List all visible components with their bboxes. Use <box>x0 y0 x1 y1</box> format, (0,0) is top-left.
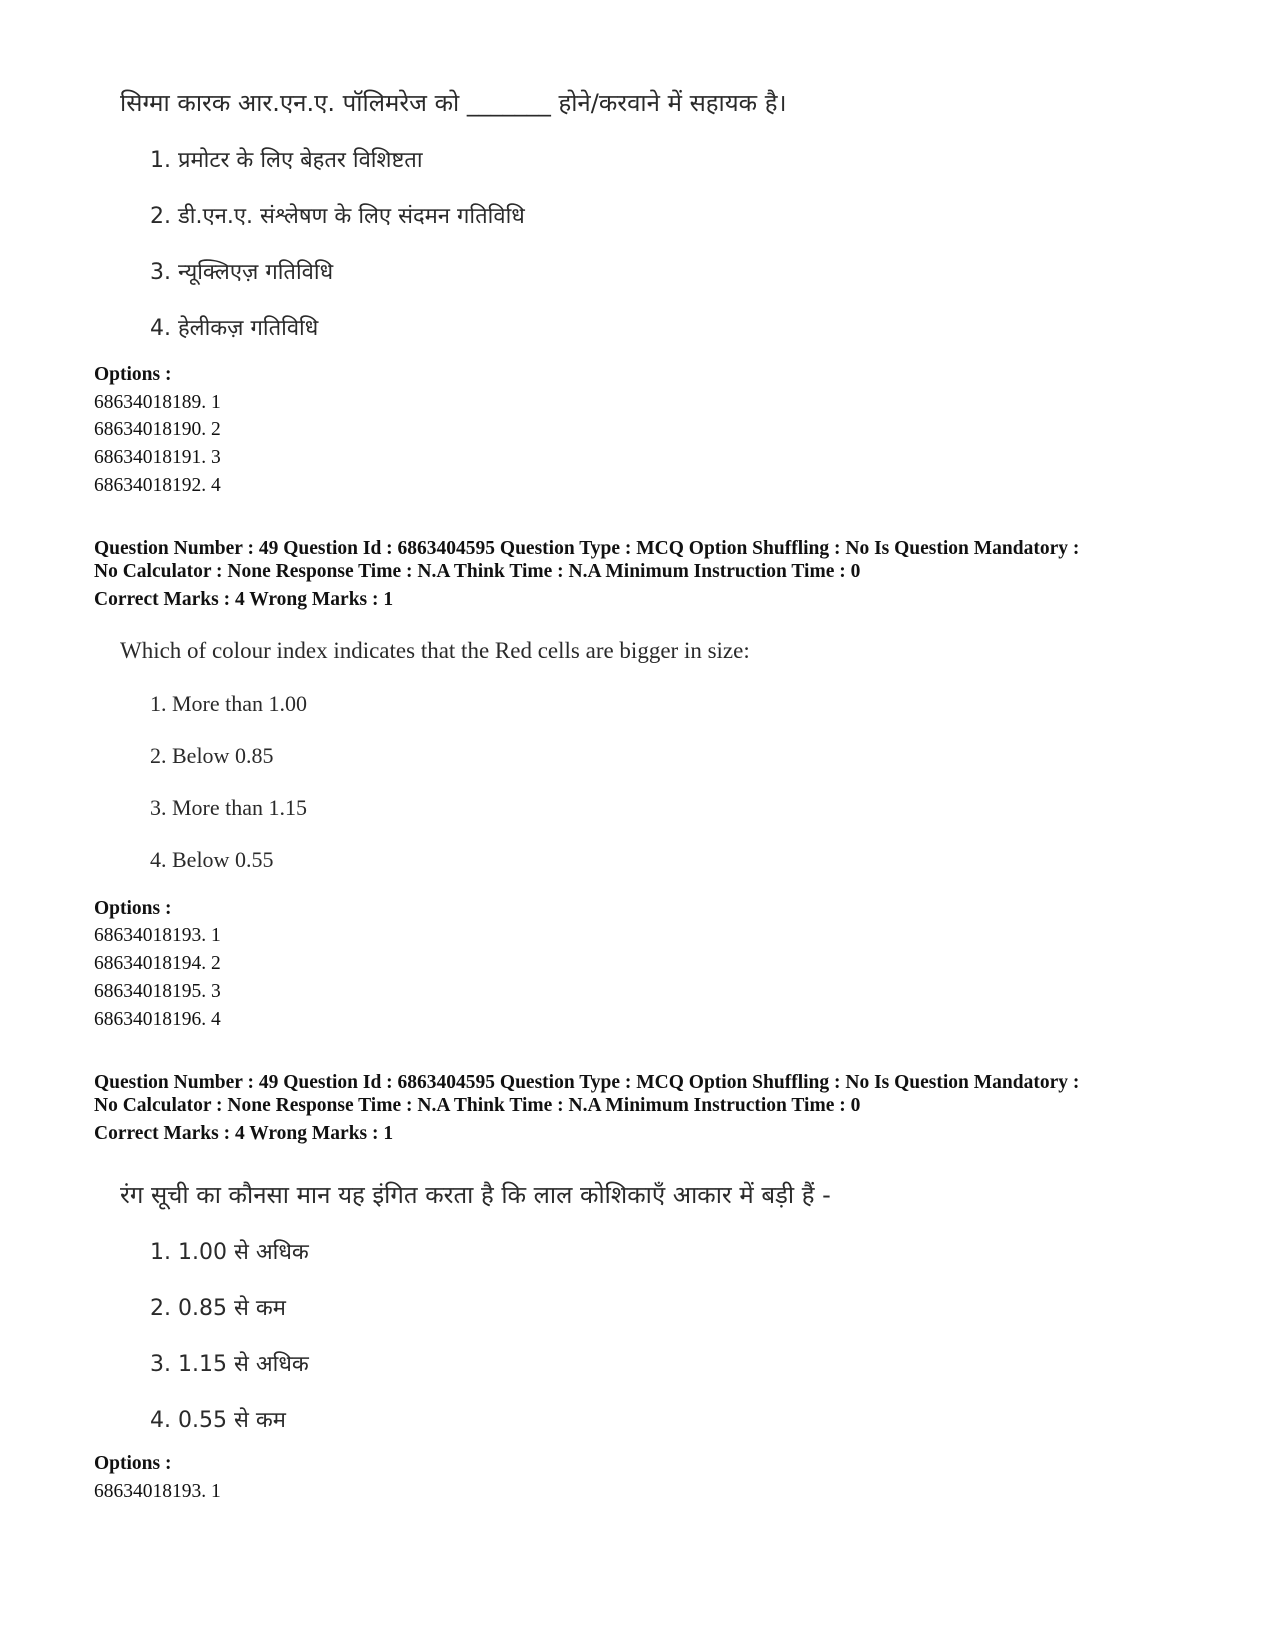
question-choice-3: 3. न्यूक्लिएज़ गतिविधि <box>150 260 334 285</box>
question-stem-hindi-1: सिग्मा कारक आर.एन.ए. पॉलिमरेज को _______ होने/करवाने में सहायक है। <box>120 89 787 117</box>
question-meta-line-1: Question Number : 49 Question Id : 6863404595 Question Type : MCQ Option Shuffling : No Is Question Mandatory : <box>94 1072 1080 1093</box>
question-choice-1: 1. More than 1.00 <box>150 691 308 716</box>
option-id-line: 68634018194. 2 <box>94 953 221 974</box>
question-stem-english: Which of colour index indicates that the Red cells are bigger in size: <box>120 638 750 663</box>
option-id-line: 68634018191. 3 <box>94 447 221 468</box>
option-id-line: 68634018193. 1 <box>94 925 221 946</box>
option-id-line: 68634018192. 4 <box>94 475 221 496</box>
question-meta-line-2: No Calculator : None Response Time : N.A Think Time : N.A Minimum Instruction Time : 0 <box>94 561 861 582</box>
question-choice-1: 1. 1.00 से अधिक <box>150 1240 309 1265</box>
question-choice-2: 2. 0.85 से कम <box>150 1296 286 1321</box>
question-choice-4: 4. 0.55 से कम <box>150 1408 286 1433</box>
question-meta-line-2: No Calculator : None Response Time : N.A Think Time : N.A Minimum Instruction Time : 0 <box>94 1095 861 1116</box>
question-choice-3: 3. 1.15 से अधिक <box>150 1352 309 1377</box>
question-stem-hindi-2: रंग सूची का कौनसा मान यह इंगित करता है कि लाल कोशिकाएँ आकार में बड़ी हैं - <box>120 1181 831 1209</box>
question-choice-1: 1. प्रमोटर के लिए बेहतर विशिष्टता <box>150 148 423 173</box>
option-id-line: 68634018189. 1 <box>94 392 221 413</box>
question-choice-2: 2. Below 0.85 <box>150 743 274 768</box>
question-marks: Correct Marks : 4 Wrong Marks : 1 <box>94 1123 394 1144</box>
options-label: Options : <box>94 898 172 919</box>
question-choice-4: 4. हेलीकज़ गतिविधि <box>150 316 319 341</box>
question-choice-3: 3. More than 1.15 <box>150 795 308 820</box>
question-choice-4: 4. Below 0.55 <box>150 847 274 872</box>
option-id-line: 68634018195. 3 <box>94 981 221 1002</box>
question-marks: Correct Marks : 4 Wrong Marks : 1 <box>94 589 394 610</box>
option-id-line: 68634018193. 1 <box>94 1481 221 1502</box>
option-id-line: 68634018190. 2 <box>94 419 221 440</box>
options-label: Options : <box>94 1453 172 1474</box>
question-choice-2: 2. डी.एन.ए. संश्लेषण के लिए संदमन गतिविधि <box>150 204 525 229</box>
option-id-line: 68634018196. 4 <box>94 1009 221 1030</box>
options-label: Options : <box>94 364 172 385</box>
question-meta-line-1: Question Number : 49 Question Id : 6863404595 Question Type : MCQ Option Shuffling : No Is Question Mandatory : <box>94 538 1080 559</box>
